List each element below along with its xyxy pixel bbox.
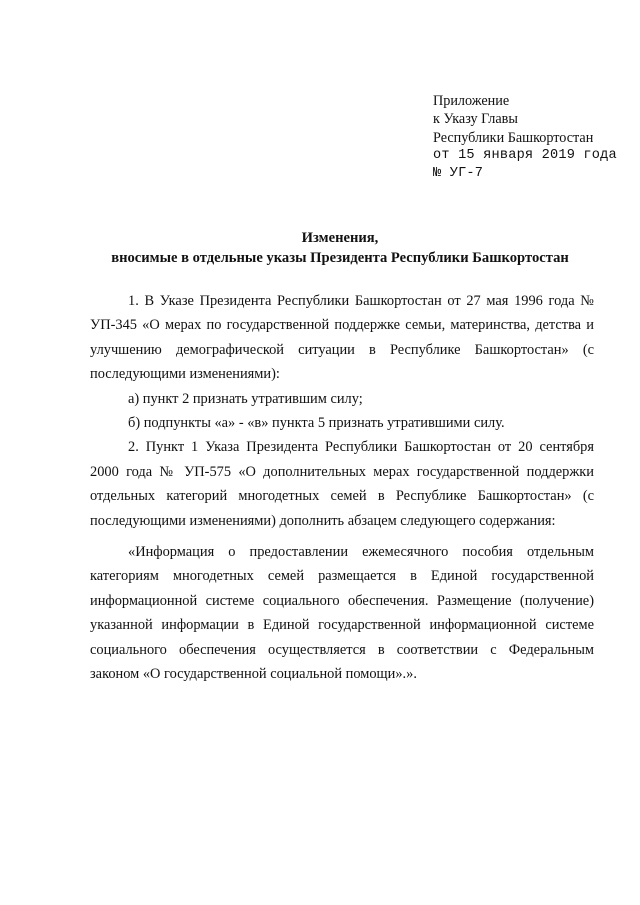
paragraph-quote: «Информация о предоставлении ежемесячного пособия отдельным категориям многодетных семей размещается в Единой государственной информационной системе социального обеспечения. Размещение (получение) указанной информации в Единой государственной информационной системе социального обеспечения осуществляется в соответствии с Федеральным законом «О государственной социальной помощи».». — [90, 544, 594, 683]
paragraph-subitem-a: а) пункт 2 признать утратившим силу; — [128, 390, 363, 407]
paragraph-subitem-b: б) подпункты «а» - «в» пункта 5 признать утратившими силу. — [128, 415, 505, 432]
paragraph-item-1: 1. В Указе Президента Республики Башкортостан от 27 мая 1996 года № УП-345 «О мерах по государственной поддержке семьи, материнства, детства и улучшению демографической ситуации в Республике Башкортостан» (с последующими изменениями): — [90, 293, 594, 383]
title-line-2: вносимые в отдельные указы Президента Республики Башкортостан — [111, 250, 569, 266]
appendix-date: от 15 января 2019 года — [433, 147, 617, 163]
document-body — [90, 289, 594, 687]
appendix-label: Приложение — [433, 93, 510, 109]
paragraph-item-2: 2. Пункт 1 Указа Президента Республики Башкортостан от 20 сентября 2000 года № УП-575 «О дополнительных мерах государственной поддержки отдельных категорий многодетных семей в Республике Башкортостан» (с последующими изменениями) дополнить абзацем следующего содержания: — [90, 439, 594, 529]
appendix-header — [433, 92, 617, 183]
appendix-number: № УГ-7 — [433, 166, 484, 182]
appendix-decree-ref: к Указу Главы — [433, 111, 518, 128]
document-title — [90, 228, 590, 268]
appendix-republic: Республики Башкортостан — [433, 129, 594, 146]
title-line-1: Изменения, — [301, 230, 379, 246]
